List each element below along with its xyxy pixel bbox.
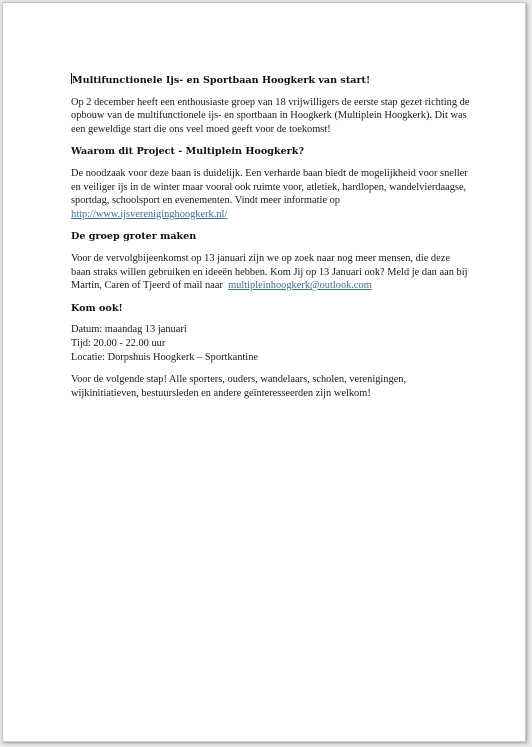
document-content xyxy=(71,73,471,400)
section-group-heading: De groep groter maken xyxy=(71,231,197,243)
section-come-heading: Kom ook! xyxy=(71,302,123,314)
document-title xyxy=(71,73,471,88)
intro-paragraph: Op 2 december heeft een enthousiaste groep van 18 vrijwilligers de eerste stap gezet richting de opbouw van de multifunctionele ijs- en sportbaan in Hoogkerk (Multiplein Hoogkerk). Dit was een geweldige start die ons veel moed geeft voor de toekomst! xyxy=(71,96,470,135)
section-why-heading: Waarom dit Project - Multiplein Hoogkerk? xyxy=(71,146,304,158)
closing-paragraph: Voor de volgende stap! Alle sporters, ouders, wandelaars, scholen, verenigingen, wijkinitiatieven, bestuursleden en andere geïnteresseerden zijn welkom! xyxy=(71,374,407,399)
section-why-text: De noodzaak voor deze baan is duidelijk. Een verharde baan biedt de mogelijkheid voor sneller en veiliger ijs in de winter maar vooral ook ruimte voor, atletiek, hardlopen, wandelvierdaagse, sportdag, schoolsport en evenementen. Vindt meer informatie op xyxy=(71,167,468,207)
section-why-paragraph xyxy=(71,167,471,221)
event-time: Tijd: 20.00 - 22.00 uur xyxy=(71,337,166,349)
event-location: Locatie: Dorpshuis Hoogkerk – Sportkantine xyxy=(71,351,258,363)
document-page xyxy=(2,2,526,742)
event-date: Datum: maandag 13 januari xyxy=(71,324,187,336)
document-title-text: Multifunctionele Ijs- en Sportbaan Hoogkerk van start! xyxy=(72,75,371,86)
email-link[interactable]: multipleinhoogkerk@outlook.com xyxy=(228,280,372,292)
section-group-paragraph xyxy=(71,252,471,293)
section-group-text: Voor de vervolgbijeenkomst op 13 januari zijn we op zoek naar nog meer mensen, die deze baan straks willen gebruiken en ideeën hebben. Kom Jij op 13 Januari ook? Meld je dan aan bij Martin, Caren of Tjeerd of mail naar xyxy=(71,252,468,292)
website-link[interactable]: http://www.ijsvereniginghoogkerk.nl/ xyxy=(71,208,228,220)
